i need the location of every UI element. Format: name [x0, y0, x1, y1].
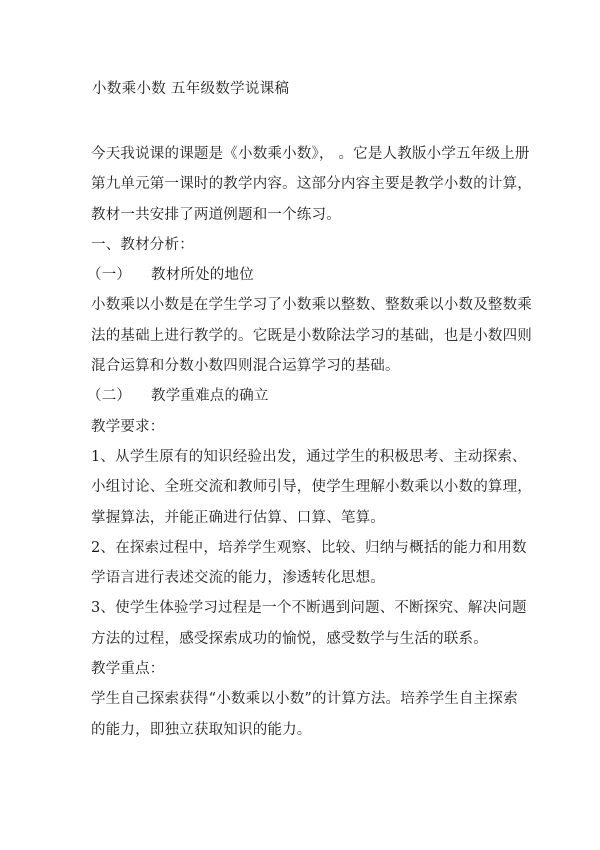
- key-points-heading: 教学重点：: [91, 661, 165, 678]
- requirement-line: 方法的过程，感受探索成功的愉悦，感受数学与生活的联系。: [91, 630, 488, 647]
- subsection-number: （一）: [87, 267, 132, 284]
- requirement-line: 1、从学生原有的知识经验出发，通过学生的积极思考、主动探索、: [91, 448, 527, 465]
- subsection-number: （二）: [87, 388, 132, 405]
- requirements-heading: 教学要求：: [91, 418, 165, 435]
- paragraph-line: 小数乘以小数是在学生学习了小数乘以整数、整数乘以小数及整数乘: [91, 297, 532, 314]
- paragraph-line: 第九单元第一课时的教学内容。这部分内容主要是教学小数的计算，: [91, 176, 532, 193]
- requirement-line: 掌握算法，并能正确进行估算、口算、笔算。: [91, 509, 385, 526]
- paragraph-line: 法的基础上进行教学的。它既是小数除法学习的基础，也是小数四则: [91, 327, 532, 344]
- paragraph-line: 今天我说课的课题是《小数乘小数》， 。它是人教版小学五年级上册: [91, 146, 530, 162]
- requirement-line: 小组讨论、全班交流和教师引导，使学生理解小数乘以小数的算理，: [91, 479, 532, 496]
- key-points-line: 学生自己探索获得“小数乘以小数”的计算方法。培养学生自主探索: [91, 691, 518, 708]
- requirement-line: 3、使学生体验学习过程是一个不断遇到问题、不断探究、解决问题: [91, 600, 527, 617]
- requirement-line: 2、在探索过程中，培养学生观察、比较、归纳与概括的能力和用数: [91, 539, 527, 556]
- document-body: [87, 139, 532, 745]
- document-title: 小数乘小数 五年级数学说课稿: [92, 81, 290, 97]
- subsection-heading: [87, 381, 531, 411]
- section-heading: 一、教材分析：: [91, 236, 194, 253]
- key-points-line: 的能力，即独立获取知识的能力。: [91, 721, 312, 738]
- subsection-heading: [87, 260, 531, 290]
- subsection-title: 教材所处的地位: [151, 267, 254, 284]
- paragraph-line: 混合运算和分数小数四则混合运算学习的基础。: [91, 358, 400, 375]
- paragraph-line: 教材一共安排了两道例题和一个练习。: [91, 206, 341, 223]
- subsection-title: 教学重难点的确立: [151, 388, 269, 405]
- requirement-line: 学语言进行表述交流的能力，渗透转化思想。: [91, 570, 385, 587]
